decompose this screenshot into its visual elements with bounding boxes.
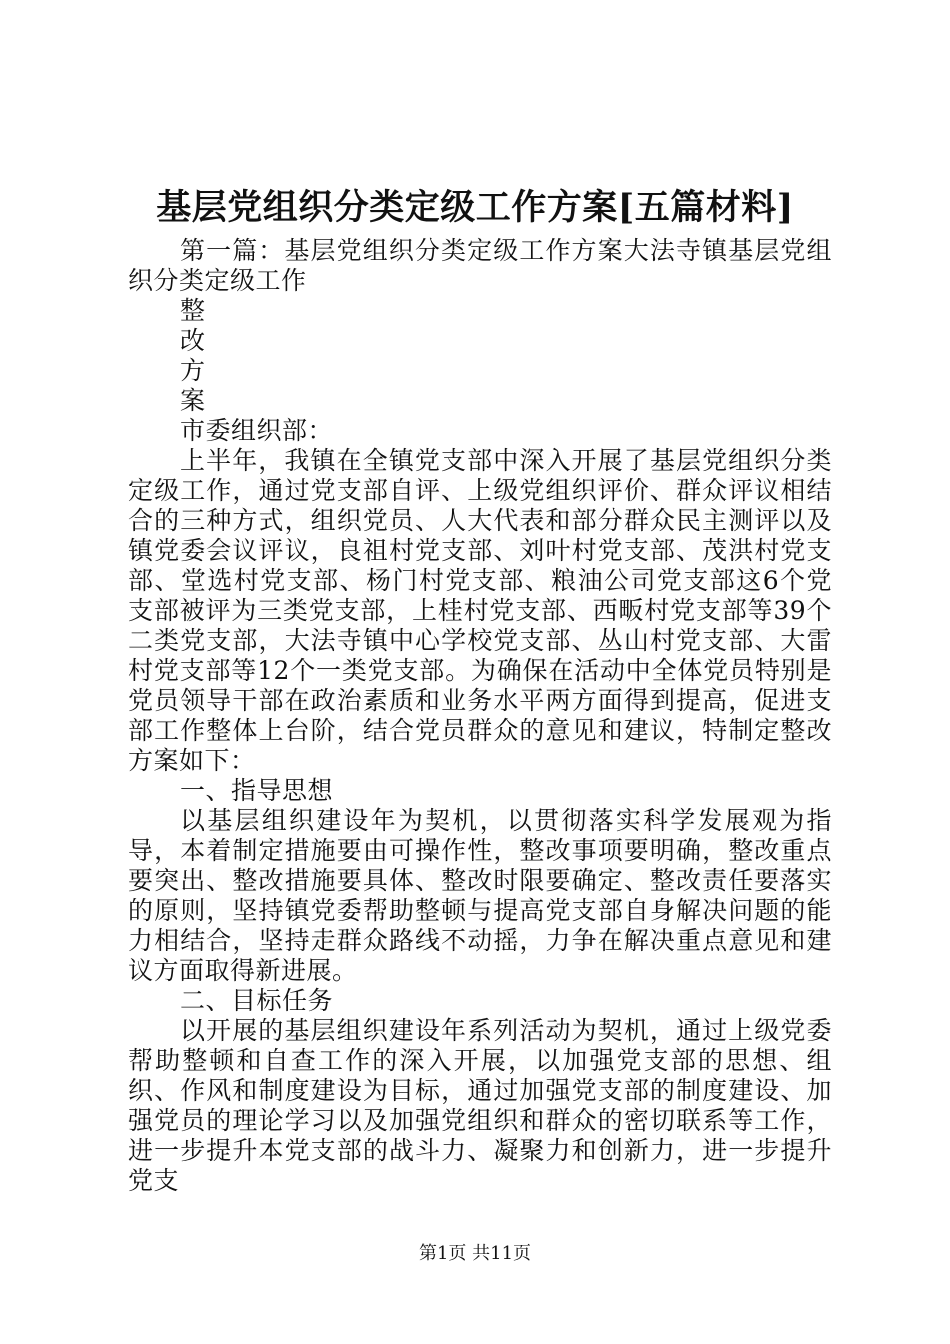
addressee: 市委组织部： (180, 416, 334, 445)
section-heading-goals: 二、目标任务 (180, 986, 334, 1015)
page-footer: 第1页 共11页 (418, 1243, 532, 1264)
paragraph-guiding-ideology: 以基层组织建设年为契机，以贯彻落实科学发展观为指导，本着制定措施要由可操作性，整改事项要明确，整改重点要突出、整改措施要具体、整改时限要确定、整改责任要落实的原则，坚持镇党委帮助整顿与提高党支部自身解决问题的能力相结合，坚持走群众路线不动摇，力争在解决重点意见和建议方面取得新进展。 (128, 806, 832, 985)
vertical-char: 整 (180, 296, 206, 325)
paragraph-overview: 上半年，我镇在全镇党支部中深入开展了基层党组织分类定级工作，通过党支部自评、上级党组织评价、群众评议相结合的三种方式，组织党员、人大代表和部分群众民主测评以及镇党委会议评议，良祖村党支部、刘叶村党支部、茂洪村党支部、堂选村党支部、杨门村党支部、粮油公司党支部这6个党支部被评为三类党支部，上桂村党支部、西畈村党支部等39个二类党支部，大法寺镇中心学校党支部、丛山村党支部、大雷村党支部等12个一类党支部。为确保在活动中全体党员特别是党员领导干部在政治素质和业务水平两方面得到提高，促进支部工作整体上台阶，结合党员群众的意见和建议，特制定整改方案如下： (128, 446, 832, 775)
vertical-char: 案 (180, 386, 206, 415)
intro-paragraph: 第一篇：基层党组织分类定级工作方案大法寺镇基层党组织分类定级工作 (128, 236, 832, 295)
section-heading-guiding-ideology: 一、指导思想 (180, 776, 334, 805)
vertical-char: 改 (180, 326, 206, 355)
vertical-char: 方 (180, 356, 206, 385)
document-title: 基层党组织分类定级工作方案[五篇材料] (156, 187, 794, 228)
paragraph-goals: 以开展的基层组织建设年系列活动为契机，通过上级党委帮助整顿和自查工作的深入开展，以加强党支部的思想、组织、作风和制度建设为目标，通过加强党支部的制度建设、加强党员的理论学习以及加强党组织和群众的密切联系等工作，进一步提升本党支部的战斗力、凝聚力和创新力，进一步提升党支 (128, 1016, 832, 1195)
document-body (128, 236, 832, 1196)
